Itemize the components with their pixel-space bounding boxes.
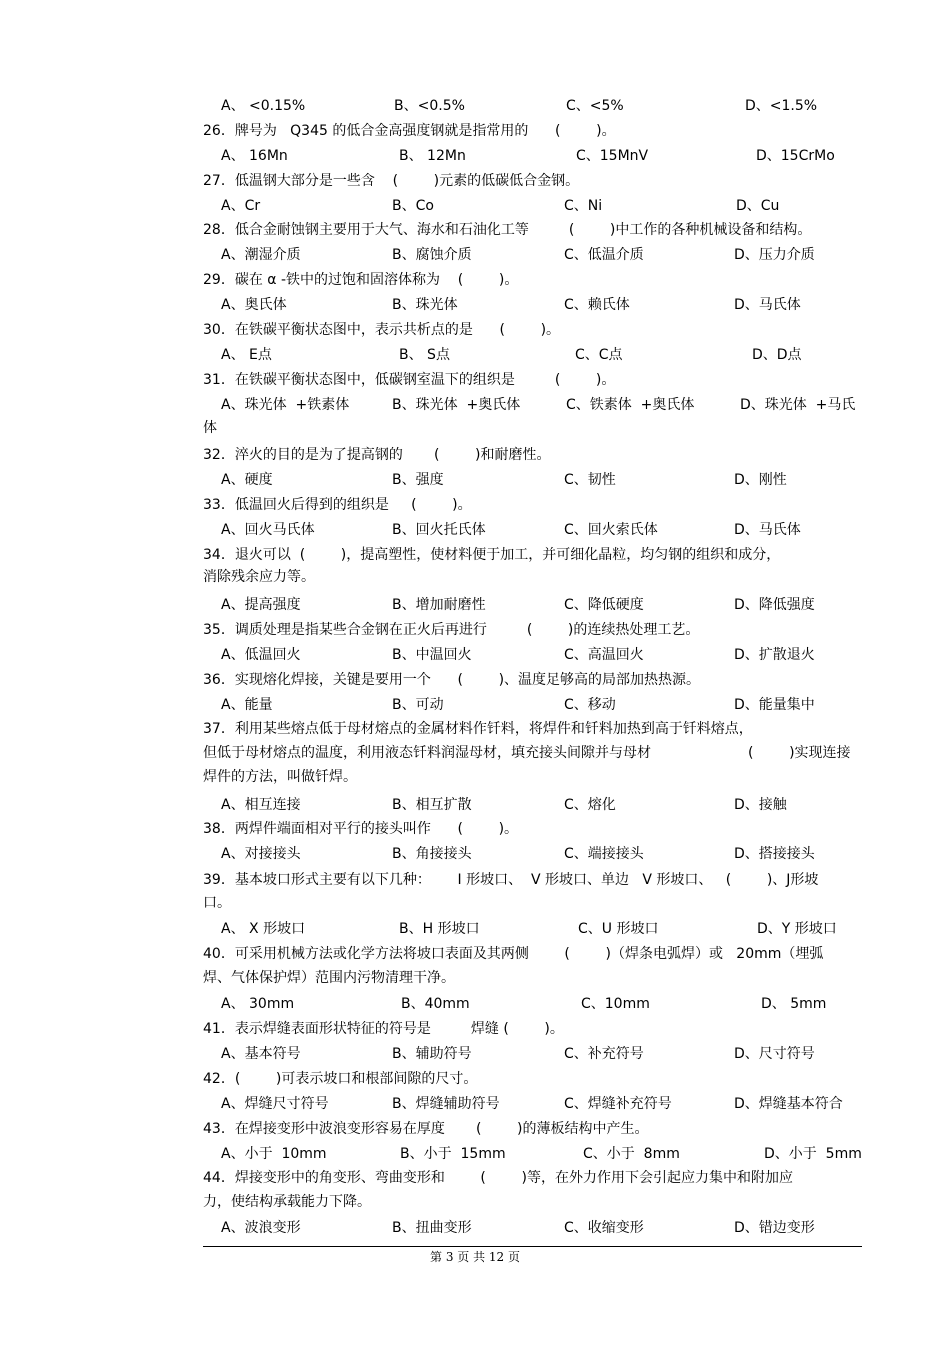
answer-option: D、 5mm bbox=[761, 996, 827, 1012]
text-line bbox=[0, 368, 950, 392]
answer-option: D、刚性 bbox=[734, 472, 787, 488]
question-text: 消除残余应力等。 bbox=[203, 569, 315, 585]
answer-option: D、尺寸符号 bbox=[734, 1046, 815, 1062]
answer-option: C、焊缝补充符号 bbox=[564, 1096, 672, 1112]
question-text: 37．利用某些熔点低于母材熔点的金属材料作钎料，将焊件和钎料加热到高于钎料熔点， bbox=[203, 721, 753, 737]
answer-option: B、珠光体 bbox=[392, 297, 458, 313]
text-line bbox=[0, 268, 950, 292]
text-line bbox=[0, 741, 950, 765]
question-text: 41．表示焊缝表面形状特征的符号是 焊缝 ( )。 bbox=[203, 1021, 564, 1037]
answer-option: A、潮湿介质 bbox=[221, 247, 301, 263]
answer-option: C、低温介质 bbox=[564, 247, 644, 263]
answer-option: A、对接接头 bbox=[221, 846, 301, 862]
page-footer: 第 3 页 共 12 页 bbox=[430, 1250, 520, 1264]
answer-option: C、收缩变形 bbox=[564, 1220, 644, 1236]
answer-option: B、辅助符号 bbox=[392, 1046, 472, 1062]
answer-option: A、小于 10mm bbox=[221, 1146, 327, 1162]
text-line bbox=[0, 593, 950, 617]
answer-option: B、<0.5% bbox=[394, 98, 465, 114]
answer-option: C、熔化 bbox=[564, 797, 616, 813]
answer-option: 但低于母材熔点的温度，利用液态钎料润湿母材，填充接头间隙并与母材 bbox=[203, 745, 651, 761]
text-line bbox=[0, 169, 950, 193]
answer-option: A、回火马氏体 bbox=[221, 522, 315, 538]
answer-option: B、扭曲变形 bbox=[392, 1220, 472, 1236]
answer-option: C、韧性 bbox=[564, 472, 616, 488]
answer-option: C、回火索氏体 bbox=[564, 522, 658, 538]
answer-option: C、端接接头 bbox=[564, 846, 644, 862]
text-line bbox=[0, 717, 950, 741]
answer-option: B、小于 15mm bbox=[400, 1146, 506, 1162]
question-text: 焊、气体保护焊）范围内污物清理干净。 bbox=[203, 970, 455, 986]
text-line bbox=[0, 618, 950, 642]
answer-option: C、Ni bbox=[564, 198, 603, 214]
text-line bbox=[0, 942, 950, 966]
answer-option: C、10mm bbox=[581, 996, 650, 1012]
question-text: 33．低温回火后得到的组织是 ( )。 bbox=[203, 497, 472, 513]
answer-option: D、珠光体 +马氏 bbox=[740, 397, 856, 413]
text-line bbox=[0, 693, 950, 717]
text-line bbox=[0, 1190, 950, 1214]
answer-option: A、低温回火 bbox=[221, 647, 301, 663]
text-line bbox=[0, 443, 950, 467]
text-line bbox=[0, 917, 950, 941]
question-text: 36．实现熔化焊接，关键是要用一个 ( )、温度足够高的局部加热热源。 bbox=[203, 672, 701, 688]
answer-option: B、增加耐磨性 bbox=[392, 597, 486, 613]
text-line bbox=[0, 668, 950, 692]
answer-option: C、移动 bbox=[564, 697, 616, 713]
answer-option: D、接触 bbox=[734, 797, 787, 813]
answer-option: B、 12Mn bbox=[399, 148, 466, 164]
question-text: 26．牌号为 Q345 的低合金高强度钢就是指常用的 ( )。 bbox=[203, 123, 616, 139]
answer-option: A、提高强度 bbox=[221, 597, 301, 613]
text-line bbox=[0, 493, 950, 517]
question-text: 29．碳在 α -铁中的过饱和固溶体称为 ( )。 bbox=[203, 272, 519, 288]
answer-option: B、珠光体 +奥氏体 bbox=[392, 397, 521, 413]
answer-option: C、赖氏体 bbox=[564, 297, 630, 313]
answer-option: B、40mm bbox=[401, 996, 470, 1012]
text-line bbox=[0, 393, 950, 417]
answer-option: ( )实现连接 bbox=[748, 745, 851, 761]
answer-option: D、<1.5% bbox=[745, 98, 818, 114]
answer-option: D、压力介质 bbox=[734, 247, 815, 263]
text-line bbox=[0, 1067, 950, 1091]
answer-option: B、角接接头 bbox=[392, 846, 472, 862]
text-line bbox=[0, 416, 950, 440]
text-line bbox=[0, 966, 950, 990]
text-line bbox=[0, 218, 950, 242]
answer-option: D、搭接接头 bbox=[734, 846, 815, 862]
answer-option: B、腐蚀介质 bbox=[392, 247, 472, 263]
text-line bbox=[0, 543, 950, 567]
text-line bbox=[0, 318, 950, 342]
answer-option: A、珠光体 +铁素体 bbox=[221, 397, 350, 413]
question-text: 32．淬火的目的是为了提高钢的 ( )和耐磨性。 bbox=[203, 447, 551, 463]
question-text: 34．退火可以 ( )，提高塑性，使材料便于加工，并可细化晶粒，均匀钢的组织和成分， bbox=[203, 547, 781, 563]
answer-option: A、 30mm bbox=[221, 996, 295, 1012]
text-line bbox=[0, 842, 950, 866]
answer-option: D、Y 形坡口 bbox=[757, 921, 837, 937]
answer-option: D、扩散退火 bbox=[734, 647, 815, 663]
question-text: 焊件的方法，叫做钎焊。 bbox=[203, 769, 357, 785]
answer-option: D、Cu bbox=[736, 198, 780, 214]
answer-option: D、小于 5mm bbox=[764, 1146, 862, 1162]
answer-option: B、可动 bbox=[392, 697, 444, 713]
question-text: 口。 bbox=[203, 895, 231, 911]
text-line bbox=[0, 518, 950, 542]
question-text: 28．低合金耐蚀钢主要用于大气、海水和石油化工等 ( )中工作的各种机械设备和结构。 bbox=[203, 222, 812, 238]
answer-option: A、 <0.15% bbox=[221, 98, 306, 114]
answer-option: A、焊缝尺寸符号 bbox=[221, 1096, 329, 1112]
answer-option: D、降低强度 bbox=[734, 597, 815, 613]
answer-option: D、15CrMo bbox=[756, 148, 835, 164]
question-text: 30．在铁碳平衡状态图中，表示共析点的是 ( )。 bbox=[203, 322, 561, 338]
question-text: 体 bbox=[203, 420, 217, 436]
text-line bbox=[0, 144, 950, 168]
answer-option: B、强度 bbox=[392, 472, 444, 488]
text-line bbox=[0, 94, 950, 118]
text-line bbox=[0, 891, 950, 915]
question-text: 43．在焊接变形中波浪变形容易在厚度 ( )的薄板结构中产生。 bbox=[203, 1121, 649, 1137]
answer-option: C、15MnV bbox=[576, 148, 649, 164]
answer-option: A、奥氏体 bbox=[221, 297, 287, 313]
answer-option: C、C点 bbox=[575, 347, 623, 363]
answer-option: A、基本符号 bbox=[221, 1046, 301, 1062]
answer-option: A、 E点 bbox=[221, 347, 272, 363]
text-line bbox=[0, 868, 950, 892]
text-line bbox=[0, 1017, 950, 1041]
text-line bbox=[0, 1166, 950, 1190]
text-line bbox=[0, 194, 950, 218]
answer-option: B、回火托氏体 bbox=[392, 522, 486, 538]
answer-option: A、Cr bbox=[221, 198, 261, 214]
text-line bbox=[0, 643, 950, 667]
text-line bbox=[0, 793, 950, 817]
text-line bbox=[0, 243, 950, 267]
answer-option: D、马氏体 bbox=[734, 297, 801, 313]
answer-option: C、补充符号 bbox=[564, 1046, 644, 1062]
question-text: 力，使结构承载能力下降。 bbox=[203, 1194, 371, 1210]
answer-option: C、小于 8mm bbox=[583, 1146, 680, 1162]
text-line bbox=[0, 343, 950, 367]
text-line bbox=[0, 565, 950, 589]
question-text: 38．两焊件端面相对平行的接头叫作 ( )。 bbox=[203, 821, 519, 837]
answer-option: A、能量 bbox=[221, 697, 273, 713]
answer-option: D、错边变形 bbox=[734, 1220, 815, 1236]
answer-option: D、焊缝基本符合 bbox=[734, 1096, 843, 1112]
answer-option: B、焊缝辅助符号 bbox=[392, 1096, 500, 1112]
text-line bbox=[0, 1142, 950, 1166]
answer-option: B、 S点 bbox=[399, 347, 450, 363]
text-line bbox=[0, 1117, 950, 1141]
answer-option: C、U 形坡口 bbox=[578, 921, 659, 937]
text-line bbox=[0, 119, 950, 143]
text-line bbox=[0, 293, 950, 317]
answer-option: A、相互连接 bbox=[221, 797, 301, 813]
question-text: 42．( )可表示坡口和根部间隙的尺寸。 bbox=[203, 1071, 478, 1087]
question-text: 35．调质处理是指某些合金钢在正火后再进行 ( )的连续热处理工艺。 bbox=[203, 622, 700, 638]
answer-option: C、高温回火 bbox=[564, 647, 644, 663]
text-line bbox=[0, 1042, 950, 1066]
answer-option: D、能量集中 bbox=[734, 697, 815, 713]
answer-option: A、硬度 bbox=[221, 472, 273, 488]
answer-option: B、相互扩散 bbox=[392, 797, 472, 813]
question-text: 39．基本坡口形式主要有以下几种： I 形坡口、 V 形坡口、单边 V 形坡口、 ( )、J形坡 bbox=[203, 872, 819, 888]
answer-option: A、 16Mn bbox=[221, 148, 288, 164]
answer-option: C、铁素体 +奥氏体 bbox=[566, 397, 695, 413]
answer-option: A、波浪变形 bbox=[221, 1220, 301, 1236]
text-line bbox=[0, 1092, 950, 1116]
text-line bbox=[0, 992, 950, 1016]
text-line bbox=[0, 765, 950, 789]
answer-option: B、H 形坡口 bbox=[399, 921, 480, 937]
answer-option: B、Co bbox=[392, 198, 434, 214]
question-text: 27．低温钢大部分是一些含 ( )元素的低碳低合金钢。 bbox=[203, 173, 580, 189]
answer-option: C、<5% bbox=[566, 98, 624, 114]
answer-option: D、马氏体 bbox=[734, 522, 801, 538]
answer-option: D、D点 bbox=[752, 347, 802, 363]
answer-option: B、中温回火 bbox=[392, 647, 472, 663]
text-line bbox=[0, 468, 950, 492]
text-line bbox=[0, 817, 950, 841]
question-text: 44．焊接变形中的角变形、弯曲变形和 ( )等，在外力作用下会引起应力集中和附加应 bbox=[203, 1170, 793, 1186]
text-line bbox=[0, 1216, 950, 1240]
question-text: 40．可采用机械方法或化学方法将坡口表面及其两侧 ( )（焊条电弧焊）或 20mm（埋弧 bbox=[203, 946, 824, 962]
question-text: 31．在铁碳平衡状态图中，低碳钢室温下的组织是 ( )。 bbox=[203, 372, 616, 388]
answer-option: A、 X 形坡口 bbox=[221, 921, 306, 937]
answer-option: C、降低硬度 bbox=[564, 597, 644, 613]
